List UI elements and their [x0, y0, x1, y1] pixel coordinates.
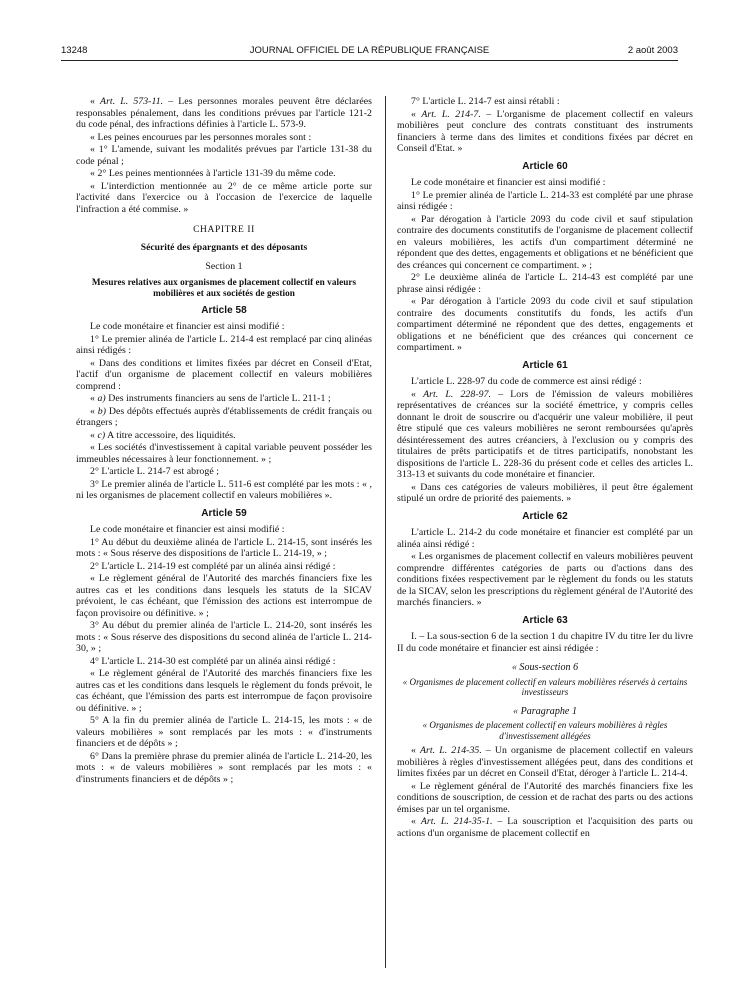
paragraph: « Art. L. 228-97. – Lors de l'émission de valeurs mobilières représentatives de créances sur la société émettrice, y compris celles donnant le droit de souscrire ou d'acquérir une valeur mobilière, il peut être stipulé que ces valeurs mobilières ne seront remboursées qu'après désintéressement des autres créanciers, à l'exclusion ou y compris des titulaires de prêts participatifs et de titres participatifs, nonobstant les dispositions de l'article L. 228-36 du présent code et celles des articles L. 313-13 et suivants du code monétaire et financier.	[397, 388, 693, 480]
left-column	[76, 96, 372, 785]
paragraph: « Les organismes de placement collectif en valeurs mobilières peuvent comprendre différentes catégories de parts ou d'actions dans des conditions fixées respectivement par le règlement du fonds ou les statuts de la SICAV, selon les prescriptions du règlement général de l'Autorité des marchés financiers. »	[397, 551, 693, 608]
paragraph: 1° Le premier alinéa de l'article L. 214-33 est complété par une phrase ainsi rédigée :	[397, 189, 693, 212]
paragraph: « Art. L. 214-35-1. – La souscription et l'acquisition des parts ou actions d'un organisme de placement collectif en	[397, 816, 693, 839]
publication-date: 2 août 2003	[627, 45, 678, 56]
paragraph: 1° Au début du deuxième alinéa de l'article L. 214-15, sont insérés les mots : « Sous réserve des dispositions de l'article L. 214-19, » ;	[76, 536, 372, 559]
paragraph: Le code monétaire et financier est ainsi modifié :	[90, 321, 285, 332]
paragraph: 2° Le deuxième alinéa de l'article L. 214-43 est complété par une phrase ainsi rédigée :	[397, 272, 693, 295]
article-heading: Article 60	[522, 160, 568, 172]
header-rule	[61, 60, 678, 61]
paragraph: « a) Des instruments financiers au sens de l'article L. 211-1 ;	[90, 393, 331, 404]
paragraph: 4° L'article L. 214-30 est complété par un alinéa ainsi rédigé :	[90, 655, 336, 667]
paragraph: « Les peines encourues par les personnes morales sont :	[90, 131, 312, 143]
paragraph: 3° Le premier alinéa de l'article L. 511-6 est complété par les mots : « , ni les organismes de placement collectif en valeurs mobilières ».	[76, 478, 372, 501]
page-header	[61, 45, 678, 59]
paragraph: L'article L. 228-97 du code de commerce est ainsi rédigé :	[411, 376, 642, 387]
paragraph: « c) A titre accessoire, des liquidités.	[90, 429, 236, 441]
paragraph: « Par dérogation à l'article 2093 du code civil et sauf stipulation contraire des documents constitutifs du fonds, les actifs d'un compartiment déterminé ne répondent que des dettes, engagements et obligations et ne bénéficient que des créances qui concernent ce compartiment. »	[397, 296, 693, 353]
paragraph: « Le règlement général de l'Autorité des marchés financiers fixe les autres cas et les conditions dans lesquels le règlement du fonds prévoit, le cas échéant, que l'émission des parts est interrompue de façon provisoire ou définitive. » ;	[76, 668, 372, 714]
paragraph: « Art. L. 573-11. – Les personnes morales peuvent être déclarées responsables pénalement, dans les conditions prévues par l'article 121-2 du code pénal, des infractions définies à l'article L. 573-9.	[76, 96, 373, 130]
paragraph: Le code monétaire et financier est ainsi modifié :	[411, 177, 606, 188]
subsection-title: « Organismes de placement collectif en valeurs mobilières réservés à certains investisseurs	[402, 676, 688, 697]
column-divider	[385, 96, 386, 968]
paragraph: 5° A la fin du premier alinéa de l'article L. 214-15, les mots : « de valeurs mobilières » sont remplacés par les mots : « d'instruments financiers et de dépôts » ;	[76, 715, 372, 749]
paragraph: « Art. L. 214-35. – Un organisme de placement collectif en valeurs mobilières à règles d'investissement allégées peut, dans des conditions et limites fixées par un décret en Conseil d'Etat, déroger à l'article L. 214-4.	[397, 745, 694, 779]
paragraph: 2° L'article L. 214-19 est complété par un alinéa ainsi rédigé :	[90, 560, 336, 572]
chapter-title: Sécurité des épargnants et des déposants	[140, 242, 308, 253]
paragraph: « Le règlement général de l'Autorité des marchés financiers fixe les autres cas et les conditions dans lesquels les statuts de la SICAV prévoient, le cas échéant, que l'émission des actions est interrompue de façon provisoire ou définitive. » ;	[76, 573, 372, 619]
paragraph: « L'interdiction mentionnée au 2° de ce même article porte sur l'activité dans l'exercice ou à l'occasion de l'exercice de laquelle l'infraction a été commise. »	[76, 180, 372, 215]
paragraph: « 2° Les peines mentionnées à l'article 131-39 du même code.	[90, 168, 336, 179]
article-heading: Article 62	[522, 510, 568, 522]
paragraph: « Les sociétés d'investissement à capital variable peuvent posséder les immeubles nécessaires à leur fonctionnement. » ;	[76, 442, 372, 465]
paragraph: « Par dérogation à l'article 2093 du code civil et sauf stipulation contraire des documents constitutifs de l'organisme de placement collectif en valeurs mobilières, les actifs d'un compartiment déterminé ne répondent que des dettes, engagements et obligations et ne bénéficient que des créances qui concernent ce compartiment. » ;	[397, 213, 693, 271]
paragraph: Le code monétaire et financier est ainsi modifié :	[90, 524, 285, 535]
journal-title: JOURNAL OFFICIEL DE LA RÉPUBLIQUE FRANÇAISE	[249, 45, 490, 56]
paragraph: 6° Dans la première phrase du premier alinéa de l'article L. 214-20, les mots : « de valeurs mobilières » sont remplacés par les mots : « d'instruments financiers et de dépôts » ;	[76, 750, 372, 785]
paragraph: « Dans ces catégories de valeurs mobilières, il peut être également stipulé un ordre de priorité des paiements. »	[397, 481, 693, 504]
paragraph-heading: « Paragraphe 1	[512, 705, 578, 717]
paragraph: 3° Au début du premier alinéa de l'article L. 214-20, sont insérés les mots : « Sous réserve des dispositions du second alinéa de l'article L. 214-30, » ;	[76, 620, 372, 654]
paragraph: L'article L. 214-2 du code monétaire et financier est complété par un alinéa ainsi rédigé :	[397, 527, 693, 550]
right-column	[397, 96, 693, 839]
paragraph: « b) Des dépôts effectués auprès d'établissements de crédit français ou étrangers ;	[76, 405, 372, 428]
article-heading: Article 61	[522, 359, 568, 371]
paragraph: « Art. L. 214-7. – L'organisme de placement collectif en valeurs mobilières peut conclure des contrats constituant des instruments financiers à terme dans des limites et conditions fixées par décret en Conseil d'Etat. »	[397, 108, 693, 154]
paragraph: 2° L'article L. 214-7 est abrogé ;	[90, 466, 219, 477]
paragraph: 7° L'article L. 214-7 est ainsi rétabli :	[411, 96, 560, 107]
article-heading: Article 63	[522, 614, 568, 626]
paragraph: « Dans des conditions et limites fixées par décret en Conseil d'Etat, l'actif d'un organisme de placement collectif en valeurs mobilières comprend :	[76, 357, 372, 392]
article-heading: Article 59	[201, 507, 247, 519]
paragraph: 1° Le premier alinéa de l'article L. 214-4 est remplacé par cinq alinéas ainsi rédigés :	[76, 333, 372, 356]
page-number: 13248	[61, 45, 88, 56]
paragraph: I. – La sous-section 6 de la section 1 du chapitre IV du titre Ier du livre II du code monétaire et financier est ainsi rédigée :	[397, 631, 693, 654]
article-heading: Article 58	[201, 304, 247, 316]
section-heading: Section 1	[205, 261, 243, 272]
paragraph: « Le règlement général de l'Autorité des marchés financiers fixe les conditions de souscription, de cession et de rachat des parts ou des actions émises par un tel organisme.	[397, 780, 693, 815]
section-title: Mesures relatives aux organismes de placement collectif en valeurs mobilières et aux sociétés de gestion	[91, 276, 357, 298]
subsection-heading: « Sous-section 6	[511, 662, 579, 673]
chapter-heading: CHAPITRE II	[193, 225, 255, 235]
paragraph-title: « Organismes de placement collectif en valeurs mobilières à règles d'investissement allégées	[422, 720, 668, 741]
paragraph: « 1° L'amende, suivant les modalités prévues par l'article 131-38 du code pénal ;	[76, 144, 372, 167]
